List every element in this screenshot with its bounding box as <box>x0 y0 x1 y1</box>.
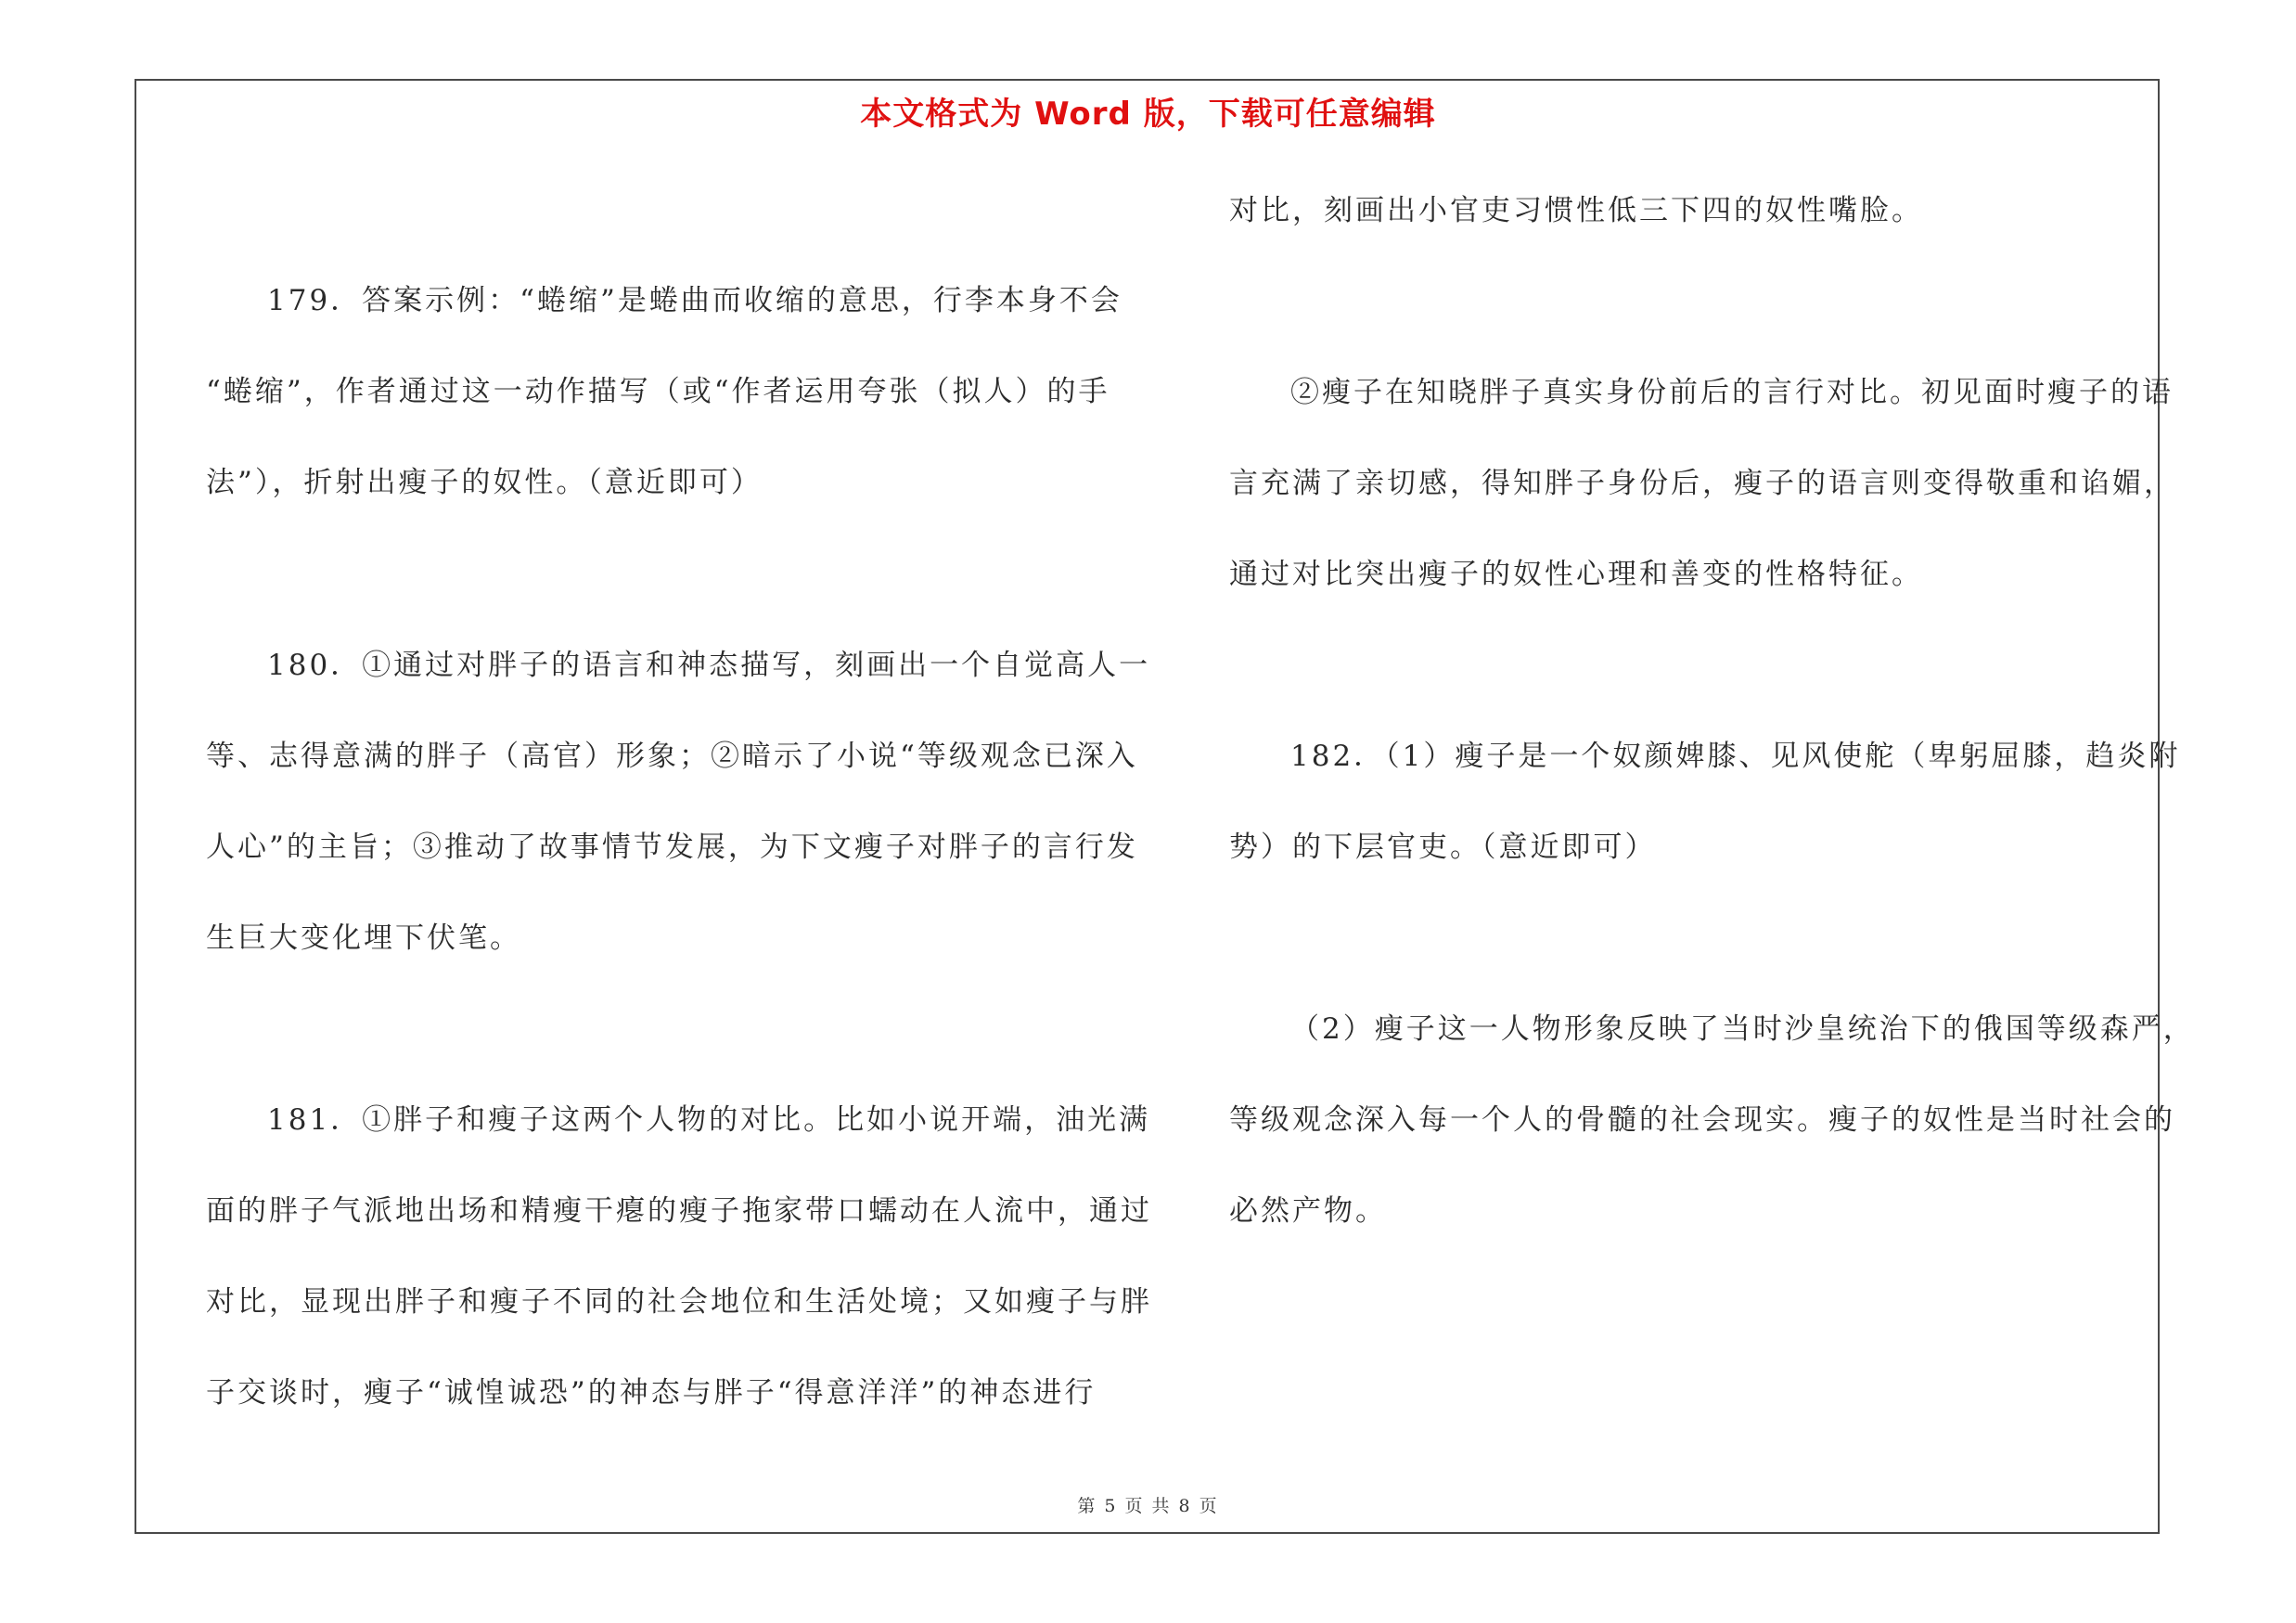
answer-181-point-2-paragraph <box>1229 347 2175 620</box>
answer-180-paragraph <box>206 620 1151 984</box>
answer-182-part-2-paragraph <box>1229 984 2195 1256</box>
word-format-banner: 本文格式为 Word 版，下载可任意编辑 <box>860 96 1436 133</box>
answer-181-point-2-line-2: 言充满了亲切感，得知胖子身份后，瘦子的语言则变得敬重和谄媚， <box>1229 467 2175 500</box>
page-number-footer: 第 5 页 共 8 页 <box>1077 1496 1219 1516</box>
answer-182-part-1-line-2: 势）的下层官吏。（意近即可） <box>1229 831 1657 864</box>
answer-182-part-1-line-1: 182．（1）瘦子是一个奴颜婢膝、见风使舵（卑躬屈膝，趋炎附 <box>1290 740 2181 773</box>
answer-181-continued <box>1229 165 2157 256</box>
answer-181-point-2-line-1: ②瘦子在知晓胖子真实身份前后的言行对比。初见面时瘦子的语 <box>1290 376 2174 409</box>
answer-180-line-3: 人心”的主旨；③推动了故事情节发展，为下文瘦子对胖子的言行发 <box>206 831 1138 864</box>
answer-181-line-1: 181．①胖子和瘦子这两个人物的对比。比如小说开端，油光满 <box>267 1103 1151 1137</box>
answer-179-paragraph <box>206 255 1134 528</box>
answer-182-part-1-paragraph <box>1229 711 2181 893</box>
answer-181-line-2: 面的胖子气派地出场和精瘦干瘪的瘦子拖家带口蠕动在人流中，通过 <box>206 1194 1152 1228</box>
answer-180-line-1: 180．①通过对胖子的语言和神态描写，刻画出一个自觉高人一 <box>267 649 1151 682</box>
answer-181-line-4: 子交谈时，瘦子“诚惶诚恐”的神态与胖子“得意洋洋”的神态进行 <box>206 1376 1097 1410</box>
answer-182-part-2-line-1: （2）瘦子这一人物形象反映了当时沙皇统治下的俄国等级森严， <box>1290 1012 2195 1046</box>
answer-179-line-1: 179．答案示例：“蜷缩”是蜷曲而收缩的意思，行李本身不会 <box>267 284 1122 317</box>
answer-181-line-3: 对比，显现出胖子和瘦子不同的社会地位和生活处境；又如瘦子与胖 <box>206 1285 1152 1319</box>
answer-182-part-2-line-2: 等级观念深入每一个人的骨髓的社会现实。瘦子的奴性是当时社会的 <box>1229 1103 2175 1137</box>
answer-181-cont-line-1: 对比，刻画出小官吏习惯性低三下四的奴性嘴脸。 <box>1229 194 1923 227</box>
answer-181-paragraph <box>206 1075 1152 1438</box>
answer-179-line-2: “蜷缩”，作者通过这一动作描写（或“作者运用夸张（拟人）的手 <box>206 375 1110 408</box>
answer-182-part-2-line-3: 必然产物。 <box>1229 1194 1387 1228</box>
answer-179-line-3: 法”），折射出瘦子的奴性。（意近即可） <box>206 466 763 499</box>
answer-180-line-2: 等、志得意满的胖子（高官）形象；②暗示了小说“等级观念已深入 <box>206 740 1138 773</box>
answer-180-line-4: 生巨大变化埋下伏笔。 <box>206 921 521 955</box>
answer-181-point-2-line-3: 通过对比突出瘦子的奴性心理和善变的性格特征。 <box>1229 558 1923 591</box>
